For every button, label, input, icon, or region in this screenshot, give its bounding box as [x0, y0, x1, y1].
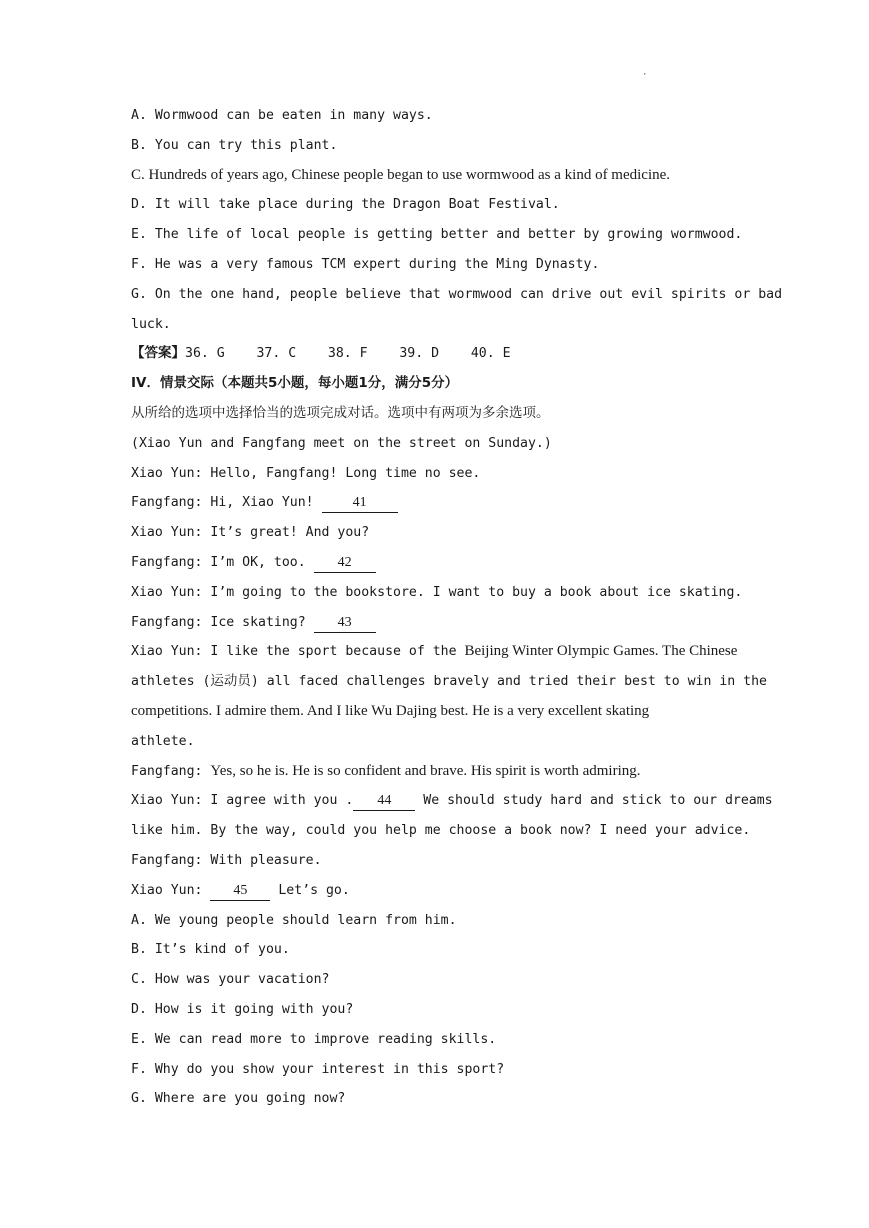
- option-g: G. Where are you going now?: [131, 1091, 346, 1107]
- dialogue-gloss: 运动员: [210, 673, 251, 690]
- dialogue-text: Let’s go.: [270, 882, 350, 898]
- option-b: B. It’s kind of you.: [131, 942, 290, 958]
- dialogue-line: [131, 757, 741, 787]
- dialogue-text: ) all faced challenges bravely and tried their best to win in the: [250, 674, 767, 690]
- dialogue-text: Fangfang: Hi, Xiao Yun!: [131, 495, 322, 511]
- dialogue-line: Fangfang: With pleasure.: [131, 852, 322, 868]
- prev-option-b: B. You can try this plant.: [131, 137, 338, 153]
- dialogue-text: Beijing Winter Olympic Games. The Chinese: [464, 643, 738, 660]
- dialogue-text: Fangfang: I’m OK, too.: [131, 554, 314, 570]
- dialogue-text: Fangfang: Ice skating?: [131, 614, 314, 630]
- dialogue-text: We should study hard and stick to our dreams: [415, 793, 773, 809]
- dialogue-line: [131, 488, 741, 518]
- dialogue-text: Xiao Yun: I like the sport because of the: [131, 644, 465, 660]
- option-e: E. We can read more to improve reading skills.: [131, 1031, 497, 1047]
- dialogue-line: [131, 608, 741, 638]
- dialogue-text: athletes (: [131, 674, 211, 690]
- answer-line: [131, 339, 741, 369]
- option-d: D. How is it going with you?: [131, 1001, 354, 1017]
- prev-option-d: D. It will take place during the Dragon Boat Festival.: [131, 197, 560, 213]
- option-a: A. We young people should learn from him.: [131, 912, 457, 928]
- section-title: IV．情景交际（本题共5小题，每小题1分，满分5分）: [131, 375, 459, 392]
- dialogue-scene: (Xiao Yun and Fangfang meet on the street on Sunday.): [131, 435, 552, 451]
- answer-blank-45[interactable]: 45: [210, 882, 270, 901]
- prev-option-c: C. Hundreds of years ago, Chinese people began to use wormwood as a kind of medicine.: [131, 166, 671, 183]
- prev-option-e: E. The life of local people is getting better and better by growing wormwood.: [131, 227, 743, 243]
- answer-text: 36. G 37. C 38. F 39. D 40. E: [185, 346, 511, 362]
- dialogue-line: Xiao Yun: I’m going to the bookstore. I want to buy a book about ice skating.: [131, 584, 743, 600]
- prev-option-g: G. On the one hand, people believe that wormwood can drive out evil spirits or bad: [131, 286, 783, 302]
- answer-blank-41[interactable]: 41: [322, 494, 398, 513]
- dialogue-line: [131, 667, 767, 697]
- dialogue-text: Fangfang:: [131, 763, 211, 779]
- answer-blank-44[interactable]: 44: [353, 792, 415, 811]
- option-c: C. How was your vacation?: [131, 972, 330, 988]
- dialogue-line: Xiao Yun: Hello, Fangfang! Long time no see.: [131, 465, 481, 481]
- option-f: F. Why do you show your interest in this sport?: [131, 1061, 505, 1077]
- dialogue-text: Xiao Yun:: [131, 882, 211, 898]
- answer-blank-42[interactable]: 42: [314, 554, 376, 573]
- prev-option-a: A. Wormwood can be eaten in many ways.: [131, 108, 433, 123]
- answer-blank-43[interactable]: 43: [314, 614, 376, 633]
- dialogue-text: Xiao Yun: I agree with you .: [131, 793, 354, 809]
- prev-option-g-cont: luck.: [131, 316, 171, 332]
- dialogue-line: competitions. I admire them. And I like Wu Dajing best. He is a very excellent skating: [131, 702, 650, 719]
- dialogue-text: Yes, so he is. He is so confident and brave. His spirit is worth admiring.: [210, 762, 641, 779]
- dialogue-line: [131, 786, 773, 816]
- header-mark: ·: [642, 70, 648, 80]
- page-content: [131, 101, 783, 1114]
- section-instruction: 从所给的选项中选择恰当的选项完成对话。选项中有两项为多余选项。: [131, 404, 550, 421]
- dialogue-line: athlete.: [131, 733, 195, 749]
- dialogue-line: [131, 548, 741, 578]
- dialogue-line: Xiao Yun: It’s great! And you?: [131, 525, 370, 541]
- dialogue-line: like him. By the way, could you help me choose a book now? I need your advice.: [131, 823, 751, 839]
- prev-option-f: F. He was a very famous TCM expert during the Ming Dynasty.: [131, 256, 600, 272]
- dialogue-line: [131, 876, 741, 906]
- answer-label: 【答案】: [131, 345, 185, 362]
- dialogue-line: [131, 637, 741, 667]
